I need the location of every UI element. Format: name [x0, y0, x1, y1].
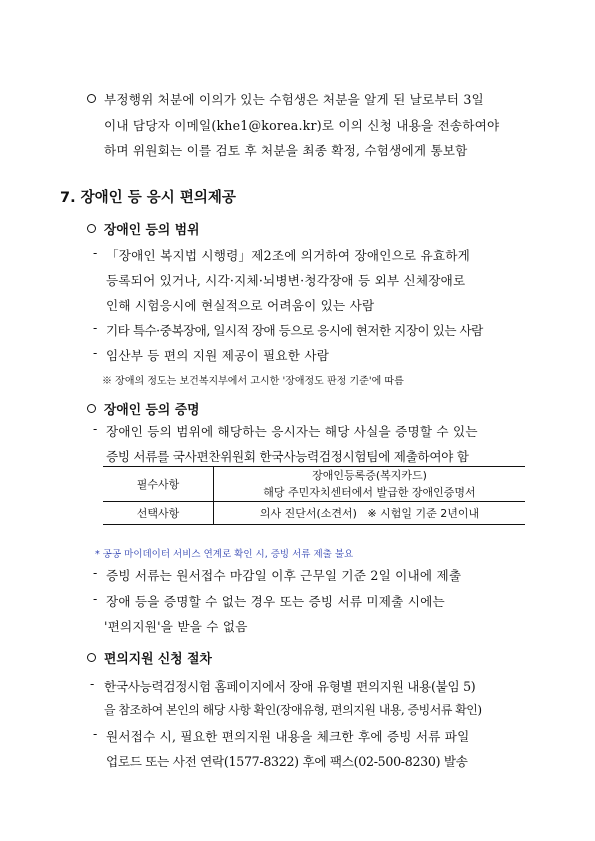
section-title: 7. 장애인 등 응시 편의제공: [60, 190, 236, 206]
blue-note: * 공공 마이데이터 서비스 연계로 확인 시, 증빙 서류 제출 불요: [95, 549, 354, 560]
subsection-heading-proof: 장애인 등의 증명: [104, 403, 200, 418]
list-item-line: '편의지원'을 받을 수 없음: [104, 619, 248, 634]
list-item-line: 증빙 서류는 원서접수 마감일 이후 근무일 기준 2일 이내에 제출: [106, 568, 462, 583]
dash-bullet: -: [93, 591, 98, 606]
dash-bullet: -: [93, 320, 98, 335]
table-cell: [214, 467, 526, 502]
table-row: [103, 467, 525, 502]
list-item-line: 업로드 또는 사전 연락(1577-8322) 후에 팩스(02-500-8230) 발송: [106, 754, 468, 769]
list-item-line: 을 참조하여 본인의 해당 사항 확인(장애유형, 편의지원 내용, 증빙서류 확인): [104, 703, 482, 717]
hollow-circle-icon: [87, 94, 96, 103]
table-row: [103, 502, 525, 525]
hollow-circle-icon: [87, 653, 96, 662]
table-row-label: 필수사항: [103, 467, 214, 502]
list-item-line: 등록되어 있거나, 시각·지체·뇌병변·청각장애 등 외부 신체장애로: [106, 273, 466, 288]
table-cell: 의사 진단서(소견서) ※ 시험일 기준 2년이내: [214, 502, 526, 525]
list-item-line: 기타 특수·중복장애, 일시적 장애 등으로 응시에 현저한 지장이 있는 사람: [106, 323, 483, 338]
subsection-heading-procedure: 편의지원 신청 절차: [104, 652, 212, 667]
table-cell-line: 장애인등록증(복지카드): [312, 469, 427, 482]
list-item-line: 「장애인 복지법 시행령」제2조에 의거하여 장애인으로 유효하게: [106, 248, 470, 263]
dash-bullet: -: [93, 421, 98, 436]
paragraph-line: 이내 담당자 이메일(khe1@korea.kr)로 이의 신청 내용을 전송하여야: [104, 118, 500, 133]
dash-bullet: -: [93, 726, 98, 741]
list-item-line: 인해 시험응시에 현실적으로 어려움이 있는 사람: [106, 298, 375, 313]
subsection-heading-scope: 장애인 등의 범위: [104, 223, 200, 238]
list-item-line: 장애인 등의 범위에 해당하는 응시자는 해당 사실을 증명할 수 있는: [106, 424, 478, 439]
dash-bullet: -: [93, 345, 98, 360]
dash-bullet: -: [93, 245, 98, 260]
list-item-line: 장애 등을 증명할 수 없는 경우 또는 증빙 서류 미제출 시에는: [106, 594, 445, 609]
dash-bullet: -: [90, 676, 95, 691]
list-item-line: 임산부 등 편의 지원 제공이 필요한 사람: [106, 348, 330, 363]
hollow-circle-icon: [87, 224, 96, 233]
note: ※ 장애의 정도는 보건복지부에서 고시한 '장애정도 판정 기준'에 따름: [102, 376, 404, 387]
list-item-line: 원서접수 시, 필요한 편의지원 내용을 체크한 후에 증빙 서류 파일: [106, 729, 470, 744]
hollow-circle-icon: [87, 404, 96, 413]
table-row-label: 선택사항: [103, 502, 214, 525]
list-item-line: 한국사능력검정시험 홈페이지에서 장애 유형별 편의지원 내용(붙임 5): [104, 679, 476, 694]
table-cell-line: 해당 주민자치센터에서 발급한 장애인증명서: [263, 486, 476, 499]
paragraph-line: 부정행위 처분에 이의가 있는 수험생은 처분을 알게 된 날로부터 3일: [104, 92, 484, 107]
paragraph-line: 하며 위원회는 이를 검토 후 처분을 최종 확정, 수험생에게 통보함: [104, 143, 468, 158]
required-documents-table: [103, 466, 525, 525]
dash-bullet: -: [93, 565, 98, 580]
list-item-line: 증빙 서류를 국사편찬위원회 한국사능력검정시험팀에 제출하여야 함: [106, 449, 469, 464]
